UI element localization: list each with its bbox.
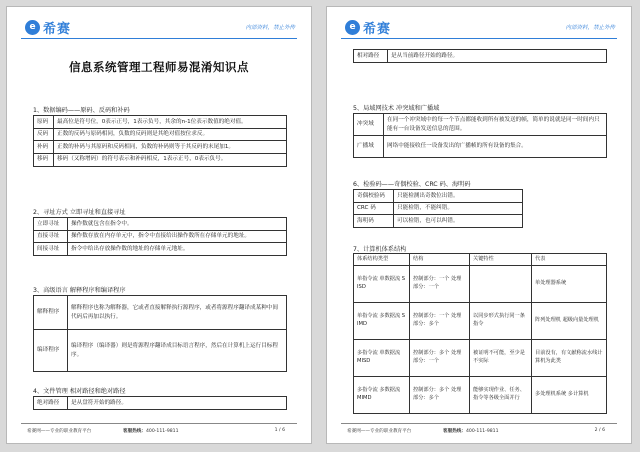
section-heading-1: 1、数据编码——原码、反码和补码 xyxy=(33,107,130,114)
table-row xyxy=(34,296,287,330)
table-cell-type: 多指令流 多数据流 MIMD xyxy=(354,376,410,413)
table-row xyxy=(34,230,287,243)
table-cell-example: 单处理器系统 xyxy=(532,265,607,302)
table-cell-term: 冲突域 xyxy=(354,114,384,136)
table-cell-term: 移码 xyxy=(34,153,54,166)
footer-site: 希赛网——专业的职业教育平台 xyxy=(347,429,412,434)
table-row xyxy=(34,218,287,231)
logo-mark-icon: e xyxy=(345,20,360,35)
table-cell-term: 反码 xyxy=(34,128,54,141)
table-row xyxy=(34,397,287,410)
table-cell-term: CRC 码 xyxy=(354,202,394,215)
table-cell-desc: 操作数存放在内存单元中，指令中直接给出操作数所在存储单元的地址。 xyxy=(68,230,287,243)
column-header: 关键特性 xyxy=(470,254,532,266)
table-cell-term: 立即寻址 xyxy=(34,218,68,231)
footer-site: 希赛网——专业的职业教育平台 xyxy=(27,429,92,434)
table-cell-structure: 控制部分：多个 处理部分：多个 xyxy=(410,376,470,413)
table-cell-desc: 最高位是符号位，0表示正号，1表示负号，其余的n-1位表示数值的绝对值。 xyxy=(54,116,287,129)
table-cell-type: 单指令流 单数据流 SISD xyxy=(354,265,410,302)
column-header: 体系结构类型 xyxy=(354,254,410,266)
table-header-row xyxy=(354,254,607,266)
document-page-1 xyxy=(6,6,312,444)
table-cell-term: 直接寻址 xyxy=(34,230,68,243)
table-file-paths-1 xyxy=(33,396,287,410)
section-heading-7: 7、计算机体系结构 xyxy=(353,246,407,253)
footer-phone: 客服热线：400-111-9811 xyxy=(443,429,499,434)
table-cell-desc: 是从当前路径开始的路径。 xyxy=(388,50,607,63)
table-cell-term: 补码 xyxy=(34,141,54,154)
table-cell-structure: 控制部分：一个 处理部分：一个 xyxy=(410,265,470,302)
table-row xyxy=(354,302,607,339)
table-cell-desc: 可以检错，也可以纠错。 xyxy=(394,215,523,228)
brand-logo xyxy=(25,18,71,37)
table-row xyxy=(34,141,287,154)
table-computer-architecture xyxy=(353,253,607,414)
table-cell-term: 奇偶校验码 xyxy=(354,190,394,203)
logo-mark-icon: e xyxy=(25,20,40,35)
logo-text: 希赛 xyxy=(43,22,72,37)
table-cell-feature xyxy=(470,265,532,302)
table-network-domains xyxy=(353,113,607,158)
table-cell-feature: 能够实现作业、任务、指令等各级全面并行 xyxy=(470,376,532,413)
table-row xyxy=(34,116,287,129)
table-cell-desc: 操作数就包含在指令中。 xyxy=(68,218,287,231)
section-heading-5: 5、局域网技术 冲突域和广播域 xyxy=(353,105,440,112)
table-row xyxy=(354,136,607,158)
table-row xyxy=(354,202,523,215)
table-cell-desc: 网络中能接收任一设备发出的广播帧的所有设备的集合。 xyxy=(384,136,607,158)
table-file-paths-2 xyxy=(353,49,607,63)
table-cell-desc: 解释程序也称为解释器，它或者直接解释执行源程序，或者将源程序翻译成某种中间代码后再加以执行。 xyxy=(68,296,287,330)
table-cell-example: 阵列处理机 超级向量处理机 xyxy=(532,302,607,339)
header-note: 内部资料，禁止外传 xyxy=(245,25,295,31)
table-row xyxy=(34,128,287,141)
brand-logo xyxy=(345,18,391,37)
table-language-programs xyxy=(33,295,287,372)
section-heading-2: 2、寻址方式 立即寻址和直接寻址 xyxy=(33,209,126,216)
table-cell-term: 广播域 xyxy=(354,136,384,158)
table-cell-desc: 只能检测出奇数位出错。 xyxy=(394,190,523,203)
table-row xyxy=(354,265,607,302)
page-number: 2 / 6 xyxy=(594,428,605,433)
table-cell-example: 多处理机系统 多计算机 xyxy=(532,376,607,413)
table-cell-desc: 是从盘符开始的路径。 xyxy=(68,397,287,410)
section-heading-3: 3、高级语言 解释程序和编译程序 xyxy=(33,287,126,294)
table-addressing xyxy=(33,217,287,256)
table-cell-feature: 被证明不可能，至少是不实际 xyxy=(470,339,532,376)
table-row xyxy=(354,339,607,376)
page-footer xyxy=(21,423,297,435)
table-cell-type: 单指令流 多数据流 SIMD xyxy=(354,302,410,339)
table-cell-structure: 控制部分：多个 处理部分：一个 xyxy=(410,339,470,376)
page-header xyxy=(7,7,311,41)
column-header: 结构 xyxy=(410,254,470,266)
table-cell-term: 间接寻址 xyxy=(34,243,68,256)
header-note: 内部资料，禁止外传 xyxy=(565,25,615,31)
table-cell-term: 解释程序 xyxy=(34,296,68,330)
table-row xyxy=(354,114,607,136)
table-cell-desc: 只能检错，不能纠错。 xyxy=(394,202,523,215)
table-cell-feature: 以同步形式执行同一条指令 xyxy=(470,302,532,339)
header-divider xyxy=(341,38,617,39)
section-heading-6: 6、检验码——奇偶校验、CRC 码、海明码 xyxy=(353,181,471,188)
table-row xyxy=(354,215,523,228)
table-cell-desc: 指令中给出存放操作数的地址的存储单元地址。 xyxy=(68,243,287,256)
document-page-2 xyxy=(326,6,632,444)
table-cell-desc: 正数的补码与其原码和反码相同，负数的补码则等于其反码的末尾加1。 xyxy=(54,141,287,154)
page-footer xyxy=(341,423,617,435)
table-cell-desc: 编译程序（编译器）则是将源程序翻译成目标语言程序，然后在计算机上运行目标程序。 xyxy=(68,330,287,372)
table-cell-desc: 移码（又称增码）的符号表示和补码相反，1表示正号，0表示负号。 xyxy=(54,153,287,166)
table-row xyxy=(34,243,287,256)
section-heading-4: 4、文件管理 相对路径和绝对路径 xyxy=(33,388,126,395)
page-number: 1 / 6 xyxy=(274,428,285,433)
table-cell-desc: 正数的反码与原码相同，负数的反码则是其绝对值按位求反。 xyxy=(54,128,287,141)
page-title: 信息系统管理工程师易混淆知识点 xyxy=(69,60,249,74)
footer-phone: 客服热线：400-111-9811 xyxy=(123,429,179,434)
table-row xyxy=(354,376,607,413)
table-cell-term: 编译程序 xyxy=(34,330,68,372)
table-check-codes xyxy=(353,189,523,228)
table-cell-type: 多指令流 单数据流 MISD xyxy=(354,339,410,376)
page-header xyxy=(327,7,631,41)
table-data-encoding xyxy=(33,115,287,167)
table-cell-term: 原码 xyxy=(34,116,54,129)
header-divider xyxy=(21,38,297,39)
column-header: 代表 xyxy=(532,254,607,266)
table-cell-term: 绝对路径 xyxy=(34,397,68,410)
table-row xyxy=(354,190,523,203)
table-row xyxy=(34,330,287,372)
table-cell-term: 相对路径 xyxy=(354,50,388,63)
table-cell-example: 目前没有，有文献称流水线计算机为此类 xyxy=(532,339,607,376)
logo-text: 希赛 xyxy=(363,22,392,37)
table-cell-term: 海明码 xyxy=(354,215,394,228)
table-cell-desc: 在同一个冲突域中的每一个节点都能收到所有被发送的帧，简单的说就是同一时间内只能有一台设备发送信息的范围。 xyxy=(384,114,607,136)
table-row xyxy=(34,153,287,166)
table-cell-structure: 控制部分：一个 处理部分：多个 xyxy=(410,302,470,339)
table-row xyxy=(354,50,607,63)
